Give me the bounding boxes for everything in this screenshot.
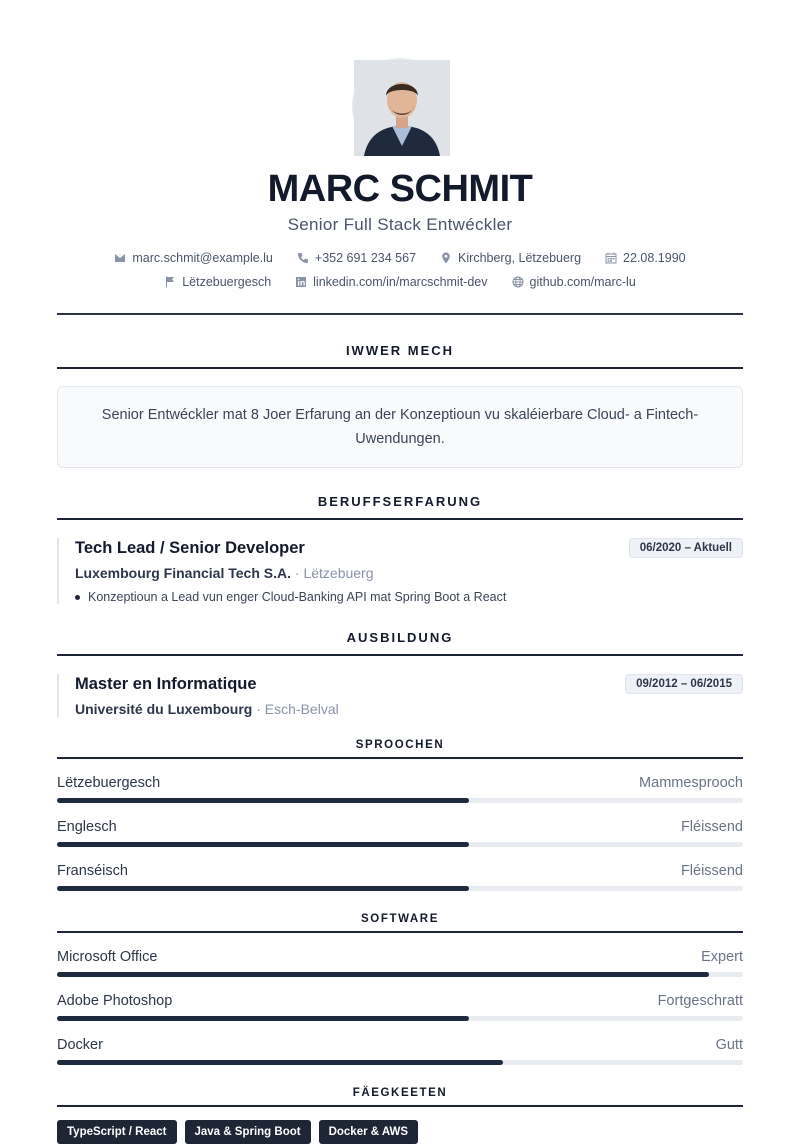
section-title: IWWER MECH — [57, 343, 743, 369]
date-badge: 09/2012 – 06/2015 — [625, 674, 743, 694]
phone-icon — [297, 252, 309, 264]
level-bar-fill — [57, 972, 709, 977]
education-entry — [57, 674, 743, 717]
level-bar — [57, 798, 743, 803]
contact-row — [57, 275, 743, 289]
language-item — [57, 863, 743, 891]
language-name: Englesch — [57, 819, 117, 835]
language-item — [57, 819, 743, 847]
software-name: Docker — [57, 1037, 103, 1053]
job-role: Tech Lead / Senior Developer — [75, 538, 305, 557]
software-level: Fortgeschratt — [657, 993, 743, 1009]
skill-tags — [57, 1120, 743, 1144]
experience-section — [57, 494, 743, 604]
section-title: AUSBILDUNG — [57, 630, 743, 656]
software-level: Gutt — [715, 1037, 743, 1053]
software-item — [57, 949, 743, 977]
company-line — [75, 565, 743, 581]
education-section — [57, 630, 743, 717]
full-name: MARC SCHMIT — [267, 168, 533, 210]
section-title: SPROOCHEN — [57, 739, 743, 759]
software-name: Adobe Photoshop — [57, 993, 173, 1009]
contact-row — [57, 251, 743, 265]
map-pin-icon — [440, 252, 452, 264]
level-bar-fill — [57, 1016, 469, 1021]
software-item — [57, 1037, 743, 1065]
experience-entry — [57, 538, 743, 604]
avatar — [352, 58, 448, 154]
level-bar-fill — [57, 798, 469, 803]
level-bar-fill — [57, 886, 469, 891]
languages-section — [57, 739, 743, 891]
language-level: Mammesprooch — [639, 775, 743, 791]
school-location: · Esch-Belval — [252, 701, 339, 717]
company-location: · Lëtzebuerg — [291, 565, 374, 581]
level-bar — [57, 1016, 743, 1021]
about-section — [57, 343, 743, 468]
skill-tag: TypeScript / React — [57, 1120, 177, 1144]
company-name: Luxembourg Financial Tech S.A. — [75, 565, 291, 581]
software-section — [57, 913, 743, 1065]
level-bar — [57, 842, 743, 847]
level-bar — [57, 1060, 743, 1065]
contact-nationality: Lëtzebuergesch — [164, 275, 271, 289]
contact-email[interactable]: marc.schmit@example.lu — [114, 251, 273, 265]
level-bar-fill — [57, 842, 469, 847]
software-name: Microsoft Office — [57, 949, 158, 965]
level-bar — [57, 972, 743, 977]
language-item — [57, 775, 743, 803]
contact-location: Kirchberg, Lëtzebuerg — [440, 251, 581, 265]
section-title: FÄEGKEETEN — [57, 1087, 743, 1107]
skill-tag: Java & Spring Boot — [185, 1120, 311, 1144]
summary-box: Senior Entwéckler mat 8 Joer Erfarung an der Konzeptioun vu skaléierbare Cloud- a Fintech-Uwendungen. — [57, 386, 743, 468]
skill-tag: Docker & AWS — [319, 1120, 418, 1144]
software-level: Expert — [701, 949, 743, 965]
level-bar — [57, 886, 743, 891]
envelope-icon — [114, 252, 126, 264]
contact-phone[interactable]: +352 691 234 567 — [297, 251, 416, 265]
language-level: Fléissend — [680, 863, 743, 879]
header-divider — [57, 313, 743, 315]
level-bar-fill — [57, 1060, 503, 1065]
skills-section — [57, 1087, 743, 1144]
experience-bullet: Konzeptioun a Lead vun enger Cloud-Banking API mat Spring Boot a React — [75, 590, 743, 604]
date-badge: 06/2020 – Aktuell — [629, 538, 743, 558]
language-name: Franséisch — [57, 863, 128, 879]
job-title: Senior Full Stack Entwéckler — [287, 215, 513, 234]
contact-birthdate: 22.08.1990 — [605, 251, 686, 265]
flag-icon — [164, 276, 176, 288]
calendar-icon — [605, 252, 617, 264]
language-level: Fléissend — [680, 819, 743, 835]
resume-header — [57, 0, 743, 289]
contact-linkedin[interactable]: linkedin.com/in/marcschmit-dev — [295, 275, 487, 289]
section-title: BERUFFSERFARUNG — [57, 494, 743, 520]
language-name: Lëtzebuergesch — [57, 775, 161, 791]
school-name: Université du Luxembourg — [75, 701, 253, 717]
contact-github[interactable]: github.com/marc-lu — [512, 275, 636, 289]
globe-icon — [512, 276, 524, 288]
school-line — [75, 701, 743, 717]
section-title: SOFTWARE — [57, 913, 743, 933]
software-item — [57, 993, 743, 1021]
degree-title: Master en Informatique — [75, 674, 257, 693]
linkedin-icon — [295, 276, 307, 288]
